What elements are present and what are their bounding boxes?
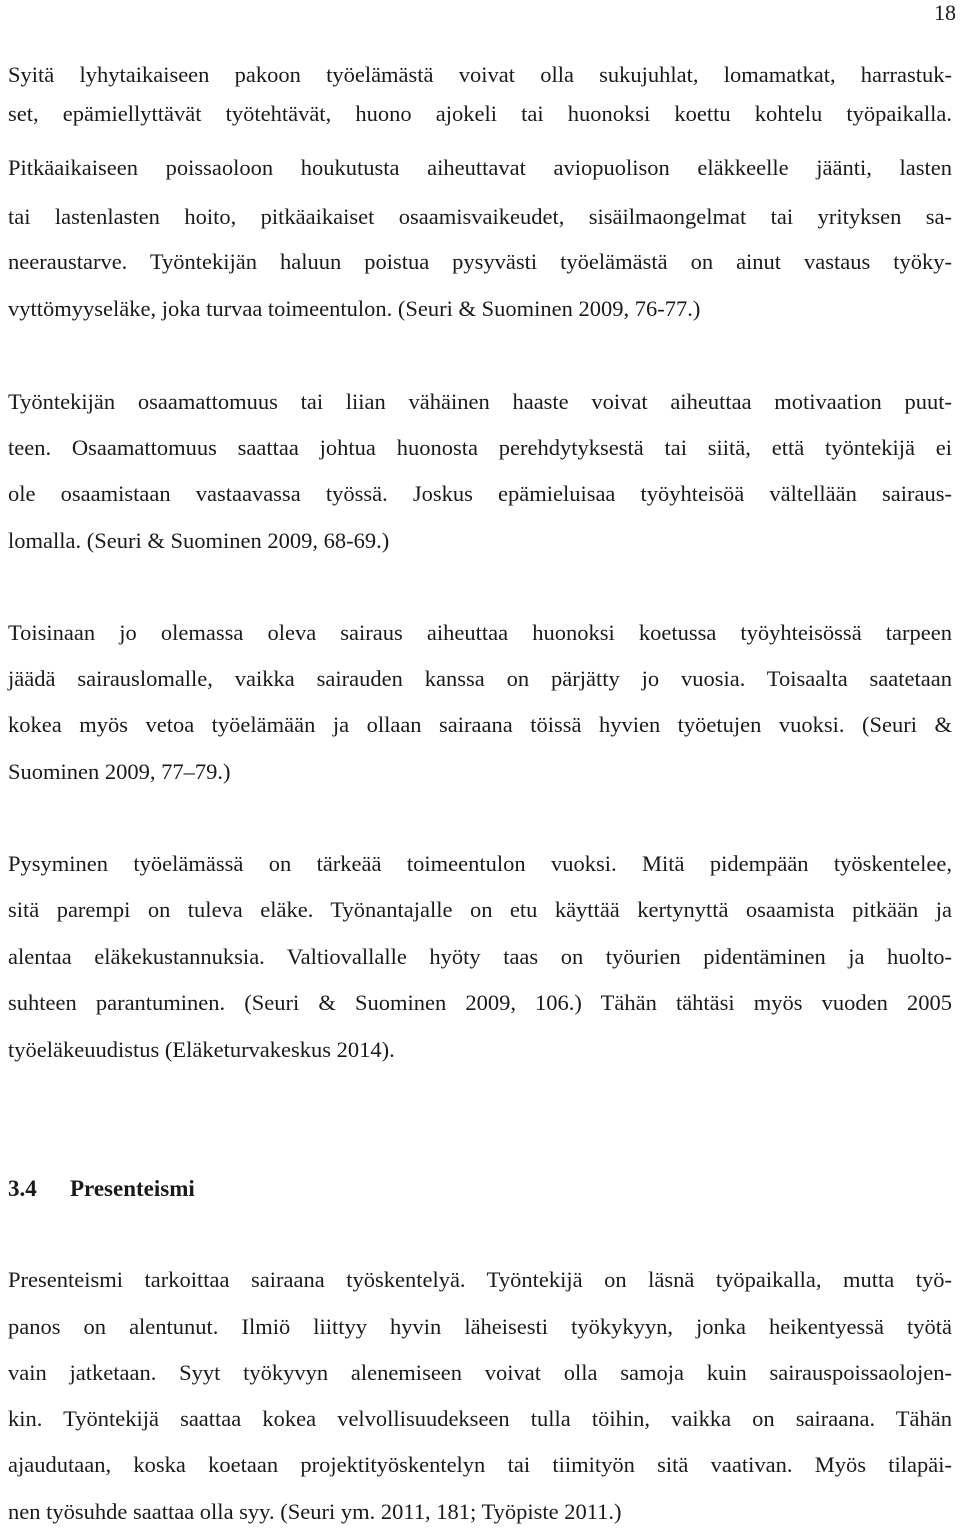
text-line: lomalla. (Seuri & Suominen 2009, 68-69.) — [8, 528, 390, 553]
text-line: Suominen 2009, 77–79.) — [8, 759, 231, 784]
text-line: vyttömyyseläke, joka turvaa toimeentulon. (Seuri & Suominen 2009, 76-77.) — [8, 296, 701, 321]
text-line: jäädä sairauslomalle, vaikka sairauden kanssa on pärjätty jo vuosia. Toisaalta saatetaan — [8, 666, 952, 691]
text-line: tai lastenlasten hoito, pitkäaikaiset osaamisvaikeudet, sisäilmaongelmat tai yrityksen sa- — [8, 204, 952, 229]
text-line: panos on alentunut. Ilmiö liittyy hyvin läheisesti työkykyyn, jonka heikentyessä työtä — [8, 1314, 952, 1339]
text-line: kin. Työntekijä saattaa kokea velvollisuudekseen tulla töihin, vaikka on sairaana. Tähän — [8, 1406, 952, 1431]
text-line: Pysyminen työelämässä on tärkeää toimeentulon vuoksi. Mitä pidempään työskentelee, — [8, 851, 952, 876]
text-line: Työntekijän osaamattomuus tai liian vähäinen haaste voivat aiheuttaa motivaation puut- — [8, 389, 952, 414]
text-line: nen työsuhde saattaa olla syy. (Seuri ym. 2011, 181; Työpiste 2011.) — [8, 1499, 622, 1524]
text-line: Syitä lyhytaikaiseen pakoon työelämästä voivat olla sukujuhlat, lomamatkat, harrastuk- — [8, 62, 952, 87]
text-line: Toisinaan jo olemassa oleva sairaus aiheuttaa huonoksi koetussa työyhteisössä tarpeen — [8, 620, 952, 645]
text-line: kokea myös vetoa työelämään ja ollaan sairaana töissä hyvien työetujen vuoksi. (Seuri & — [8, 712, 952, 737]
text-line: Pitkäaikaiseen poissaoloon houkutusta aiheuttavat aviopuolison eläkkeelle jäänti, lasten — [8, 155, 952, 180]
section-number: 3.4 — [8, 1176, 37, 1201]
text-line: työeläkeuudistus (Eläketurvakeskus 2014). — [8, 1037, 395, 1062]
text-line: neeraustarve. Työntekijän haluun poistua pysyvästi työelämästä on ainut vastaus työky- — [8, 249, 952, 274]
text-line: ole osaamistaan vastaavassa työssä. Joskus epämieluisaa työyhteisöä vältellään sairaus- — [8, 481, 952, 506]
text-line: teen. Osaamattomuus saattaa johtua huonosta perehdytyksestä tai siitä, että työntekijä ei — [8, 435, 952, 460]
text-line: suhteen parantuminen. (Seuri & Suominen 2009, 106.) Tähän tähtäsi myös vuoden 2005 — [8, 990, 952, 1015]
text-line: ajaudutaan, koska koetaan projektityöskentelyn tai tiimityön sitä vaativan. Myös tilapäi- — [8, 1452, 952, 1477]
text-line: sitä parempi on tuleva eläke. Työnantajalle on etu käyttää kertynyttä osaamista pitkään ja — [8, 897, 952, 922]
text-line: alentaa eläkekustannuksia. Valtiovallalle hyöty taas on työurien pidentäminen ja huolto- — [8, 944, 952, 969]
page-number: 18 — [934, 0, 956, 25]
text-line: Presenteismi tarkoittaa sairaana työskentelyä. Työntekijä on läsnä työpaikalla, mutta työ- — [8, 1267, 952, 1292]
section-title: Presenteismi — [70, 1176, 195, 1201]
text-line: vain jatketaan. Syyt työkyvyn alenemiseen voivat olla samoja kuin sairauspoissaolojen- — [8, 1360, 952, 1385]
section-heading — [8, 1176, 195, 1202]
text-line: set, epämiellyttävät työtehtävät, huono ajokeli tai huonoksi koettu kohtelu työpaikalla. — [8, 101, 952, 126]
